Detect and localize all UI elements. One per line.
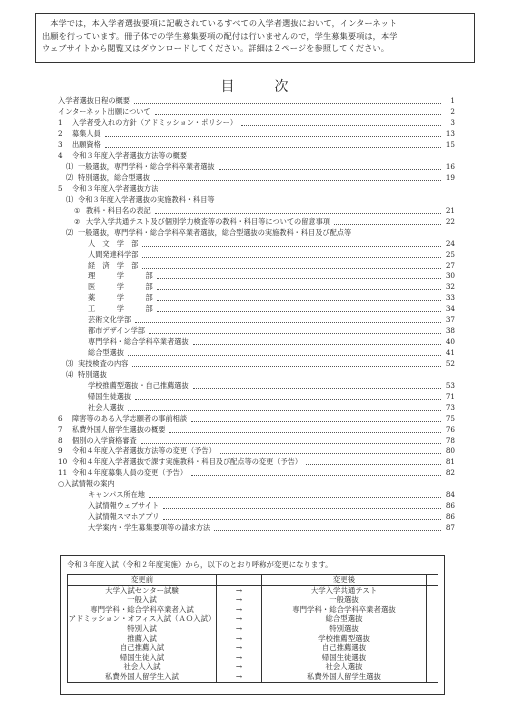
toc-entry-label: 専門学科・総合学科卒業者選抜 — [88, 337, 189, 347]
toc-entry-number: 7 — [58, 424, 63, 434]
toc-leader-dots — [355, 230, 441, 235]
toc-entry-label: 私費外国人留学生選抜の概要 — [72, 424, 166, 434]
toc-entry-page: 21 — [445, 205, 455, 215]
toc-leader-dots — [142, 241, 441, 247]
old-name: 帰国生徒入試 — [67, 653, 217, 663]
new-name: 帰国生徒選抜 — [261, 653, 427, 663]
toc-entry — [58, 391, 455, 402]
toc-entry — [58, 151, 455, 162]
toc-entry — [58, 282, 455, 293]
toc-entry-label: 理 学 部 — [88, 271, 153, 281]
toc-entry — [58, 369, 455, 380]
toc-entry-page: 30 — [445, 271, 455, 281]
toc-entry-page: 1 — [450, 96, 455, 106]
toc-entry-page: 40 — [445, 337, 455, 347]
name-change-row — [67, 662, 438, 672]
toc-entry-number: ① — [74, 205, 81, 215]
toc-entry — [58, 216, 455, 227]
toc-entry-label: 令和４年度募集人員の変更（予告） — [72, 468, 188, 478]
toc-leader-dots — [220, 448, 441, 454]
toc-leader-dots — [191, 416, 441, 422]
toc-entry — [58, 162, 455, 173]
toc-entry — [58, 479, 455, 490]
toc-leader-dots — [111, 372, 441, 377]
toc-entry-label: 実技検査の内容 — [78, 358, 129, 368]
toc-entry-page: 13 — [445, 129, 455, 139]
toc-leader-dots — [163, 514, 441, 520]
new-name: 自己推薦選抜 — [261, 643, 427, 653]
name-change-row — [67, 653, 438, 663]
toc-entry — [58, 402, 455, 413]
toc-entry-page: 33 — [445, 293, 455, 303]
internet-application-notice — [35, 13, 475, 63]
toc-leader-dots — [142, 252, 441, 258]
arrow-right-icon: → — [235, 652, 243, 662]
toc-leader-dots — [306, 459, 441, 465]
toc-entry-label: 大学入学共通テスト及び個別学力検査等の教科・科目等についての留意事項 — [86, 216, 330, 226]
toc-leader-dots — [154, 175, 441, 181]
toc-entry — [58, 249, 455, 260]
name-change-row — [67, 586, 438, 596]
toc-entry-page: 27 — [445, 260, 455, 270]
toc-entry-page: 3 — [450, 118, 455, 128]
toc-entry — [58, 337, 455, 348]
arrow-right-icon: → — [235, 623, 243, 633]
toc-entry-label: 人間発達科学部 — [88, 249, 139, 259]
toc-entry-number: 1 — [58, 118, 63, 128]
toc-entry — [58, 140, 455, 151]
toc-entry-page: 87 — [445, 523, 455, 533]
arrow-right-icon: → — [235, 585, 243, 595]
old-name: アドミッション・オフィス入試（ＡＯ入試） — [68, 614, 216, 624]
toc-entry-label: 人 文 学 部 — [88, 238, 139, 248]
new-name: 特別選抜 — [261, 624, 427, 634]
table-of-contents — [58, 96, 455, 534]
toc-leader-dots — [191, 154, 441, 159]
toc-entry — [58, 359, 455, 370]
toc-leader-dots — [128, 350, 441, 356]
toc-entry — [58, 457, 455, 468]
toc-entry — [58, 260, 455, 271]
toc-entry — [58, 413, 455, 424]
toc-entry — [58, 348, 455, 359]
toc-entry-page: 34 — [445, 304, 455, 314]
toc-entry-page: 86 — [445, 512, 455, 522]
name-change-row — [67, 634, 438, 644]
toc-entry-label: 帰国生徒選抜 — [88, 391, 132, 401]
toc-entry — [58, 129, 455, 140]
toc-leader-dots — [135, 317, 441, 323]
arrow-right-icon: → — [235, 643, 243, 653]
toc-entry — [58, 523, 455, 534]
toc-entry-label: 工 学 部 — [88, 304, 153, 314]
toc-entry-label: 令和４年度入学者選抜方法等の変更（予告） — [72, 446, 216, 456]
toc-entry — [58, 271, 455, 282]
toc-entry-label: 総合型選抜 — [88, 348, 124, 358]
toc-leader-dots — [157, 295, 441, 301]
toc-entry — [58, 238, 455, 249]
toc-entry-number: ⑵ — [66, 227, 74, 237]
toc-leader-dots — [157, 284, 441, 290]
name-change-row — [67, 624, 438, 634]
toc-leader-dots — [155, 208, 441, 214]
toc-entry-page: 53 — [445, 380, 455, 390]
toc-entry-number: ② — [74, 216, 81, 226]
toc-entry-page: 82 — [445, 468, 455, 478]
toc-entry-page: 81 — [445, 457, 455, 467]
toc-entry-number: 6 — [58, 413, 63, 423]
toc-leader-dots — [155, 109, 441, 115]
toc-leader-dots — [132, 361, 441, 367]
toc-leader-dots — [134, 98, 441, 104]
new-name: 一般選抜 — [261, 595, 427, 605]
name-change-box — [60, 555, 445, 695]
toc-entry-number: 3 — [58, 140, 63, 150]
toc-entry-page: 71 — [445, 391, 455, 401]
toc-entry-label: 出願資格 — [72, 140, 101, 150]
toc-entry-label: 個別の入学資格審査 — [72, 435, 137, 445]
toc-entry-number: ⑶ — [66, 358, 74, 368]
toc-title: 目次 — [220, 79, 329, 95]
arrow-right-icon: → — [235, 662, 243, 672]
new-name: 学校推薦型選抜 — [261, 634, 427, 644]
toc-entry-label: 一般選抜，専門学科・総合学科卒業者選抜，総合型選抜の実施教科・科目及び配点等 — [78, 227, 352, 237]
toc-entry-page: 22 — [445, 216, 455, 226]
toc-entry — [58, 118, 455, 129]
toc-entry — [58, 435, 455, 446]
toc-leader-dots — [119, 482, 441, 487]
toc-entry — [58, 205, 455, 216]
header-before: 変更前 — [67, 575, 217, 585]
name-change-body — [67, 586, 438, 683]
toc-entry — [58, 194, 455, 205]
toc-entry-label: 一般選抜，専門学科・総合学科卒業者選抜 — [78, 162, 215, 172]
toc-entry-label: 薬 学 部 — [88, 293, 153, 303]
old-name: 大学入試センター試験 — [67, 586, 217, 596]
toc-entry — [58, 446, 455, 457]
toc-entry — [58, 424, 455, 435]
arrow-right-icon: → — [235, 633, 243, 643]
toc-entry-page: 80 — [445, 446, 455, 456]
toc-entry-number: 8 — [58, 435, 63, 445]
toc-entry-page: 52 — [445, 358, 455, 368]
toc-entry-page: 19 — [445, 173, 455, 183]
toc-leader-dots — [157, 273, 441, 279]
toc-entry-label: 学校推薦型選抜・自己推薦選抜 — [88, 380, 189, 390]
toc-entry-label: 医 学 部 — [88, 282, 153, 292]
toc-entry-page: 37 — [445, 315, 455, 325]
toc-entry-label: 教科・科目名の表記 — [86, 205, 151, 215]
toc-entry-number: 9 — [58, 446, 63, 456]
toc-entry — [58, 304, 455, 315]
toc-leader-dots — [128, 405, 441, 411]
toc-leader-dots — [141, 438, 441, 444]
old-name: 推薦入試 — [67, 634, 217, 644]
old-name: 私費外国人留学生入試 — [67, 672, 217, 682]
new-name: 総合型選抜 — [261, 614, 427, 624]
notice-line-3: ウェブサイトから閲覧又はダウンロードしてください。詳細は２ページを参照してください。 — [42, 43, 390, 53]
toc-entry-label: インターネット出願について — [58, 107, 151, 117]
arrow-right-icon: → — [235, 604, 243, 614]
toc-entry — [58, 490, 455, 501]
toc-entry-number: ⑷ — [66, 369, 74, 379]
old-name: 一般入試 — [67, 595, 217, 605]
toc-entry — [58, 184, 455, 195]
toc-entry-number: 2 — [58, 129, 63, 139]
toc-entry-number: 10 — [58, 457, 68, 467]
toc-leader-dots — [169, 427, 441, 433]
toc-entry-page: 84 — [445, 490, 455, 500]
toc-entry-label: 入学者選抜日程の概要 — [58, 96, 130, 106]
toc-entry — [58, 173, 455, 184]
toc-entry-page: 86 — [445, 501, 455, 511]
toc-entry-label: 経 済 学 部 — [88, 260, 139, 270]
toc-entry-number: ⑴ — [66, 194, 74, 204]
name-change-row — [67, 605, 438, 615]
toc-entry-page: 76 — [445, 424, 455, 434]
toc-entry — [58, 512, 455, 523]
name-change-table — [67, 574, 438, 683]
toc-entry-label: ○入試情報の案内 — [58, 479, 115, 489]
toc-leader-dots — [193, 383, 441, 389]
toc-entry — [58, 468, 455, 479]
new-name: 大学入学共通テスト — [261, 586, 427, 596]
toc-entry-label: 入学者受入れの方針（アドミッション・ポリシー） — [72, 118, 238, 128]
toc-leader-dots — [142, 263, 441, 269]
toc-entry-page: 73 — [445, 402, 455, 412]
toc-entry — [58, 107, 455, 118]
old-name: 自己推薦入試 — [67, 643, 217, 653]
toc-entry-label: 障害等のある入学志願者の事前相談 — [72, 413, 188, 423]
toc-entry-page: 16 — [445, 162, 455, 172]
toc-entry — [58, 501, 455, 512]
toc-entry-label: 大学案内・学生募集要項等の請求方法 — [88, 523, 211, 533]
toc-entry-number: 5 — [58, 183, 63, 193]
old-name: 専門学科・総合学科卒業者入試 — [67, 605, 217, 615]
toc-entry-page: 75 — [445, 413, 455, 423]
notice-line-2: 出願を行っています。冊子体での学生募集要項の配付は行いませんので，学生募集要項は，本学 — [42, 30, 398, 41]
toc-entry-label: キャンパス所在地 — [88, 490, 145, 500]
toc-entry — [58, 96, 455, 107]
toc-entry-number: 4 — [58, 151, 63, 161]
toc-entry-label: 募集人員 — [72, 129, 101, 139]
toc-leader-dots — [149, 328, 441, 334]
new-name: 私費外国人留学生選抜 — [261, 672, 427, 682]
name-change-row — [67, 614, 438, 624]
name-change-row — [67, 672, 438, 682]
toc-entry-label: 令和３年度入学者選抜方法 — [72, 183, 159, 193]
toc-leader-dots — [105, 131, 441, 137]
toc-entry-label: 令和３年度入学者選抜の実施教科・科目等 — [78, 194, 215, 204]
toc-entry — [58, 293, 455, 304]
arrow-right-icon: → — [235, 671, 243, 681]
toc-leader-dots — [149, 492, 441, 498]
toc-leader-dots — [241, 120, 441, 126]
toc-entry-number: 11 — [58, 468, 68, 478]
toc-entry-page: 32 — [445, 282, 455, 292]
toc-leader-dots — [105, 142, 441, 148]
toc-entry-page: 15 — [445, 140, 455, 150]
header-after: 変更後 — [261, 575, 427, 585]
notice-line-1: 本学では，本入学者選抜要項に記載されているすべての入学者選抜において，インターネット — [50, 18, 398, 28]
toc-entry — [58, 315, 455, 326]
toc-entry-label: 令和４年度入学者選抜で課す実施教科・科目及び配点等の変更（予告） — [72, 457, 303, 467]
toc-entry-number: ⑴ — [66, 162, 74, 172]
toc-leader-dots — [219, 164, 441, 170]
toc-entry-page: 25 — [445, 249, 455, 259]
toc-entry-label: 令和３年度入学者選抜方法等の概要 — [72, 151, 188, 161]
toc-entry-page: 38 — [445, 326, 455, 336]
toc-leader-dots — [214, 525, 441, 531]
toc-entry-label: 特別選抜，総合型選抜 — [78, 173, 150, 183]
toc-leader-dots — [135, 394, 441, 400]
toc-leader-dots — [334, 219, 441, 225]
toc-entry — [58, 380, 455, 391]
toc-entry — [58, 326, 455, 337]
toc-entry — [58, 227, 455, 238]
new-name: 社会人選抜 — [261, 662, 427, 672]
arrow-right-icon: → — [235, 595, 243, 605]
toc-entry-label: 特別選抜 — [78, 369, 107, 379]
toc-entry-label: 社会人選抜 — [88, 402, 124, 412]
name-change-row — [67, 595, 438, 605]
old-name: 社会人入試 — [67, 662, 217, 672]
toc-leader-dots — [219, 197, 441, 202]
new-name: 専門学科・総合学科卒業者選抜 — [261, 605, 427, 615]
name-change-intro: 令和３年度入試（令和２年度実施）から，以下のとおり呼称が変更になります。 — [67, 560, 333, 569]
toc-entry-page: 2 — [450, 107, 455, 117]
toc-entry-page: 41 — [445, 348, 455, 358]
toc-entry-label: 入試情報スマホアプリ — [88, 512, 160, 522]
toc-entry-page: 78 — [445, 435, 455, 445]
name-change-header — [67, 574, 438, 586]
name-change-row — [67, 643, 438, 653]
toc-leader-dots — [193, 339, 441, 345]
toc-leader-dots — [162, 186, 441, 191]
arrow-right-icon: → — [235, 614, 243, 624]
toc-entry-label: 都市デザイン学部 — [88, 326, 145, 336]
toc-entry-number: ⑵ — [66, 173, 74, 183]
toc-entry-page: 24 — [445, 238, 455, 248]
toc-leader-dots — [191, 470, 441, 476]
toc-leader-dots — [163, 503, 441, 509]
old-name: 特別入試 — [67, 624, 217, 634]
toc-leader-dots — [157, 306, 441, 312]
toc-entry-label: 芸術文化学部 — [88, 315, 132, 325]
toc-entry-label: 入試情報ウェブサイト — [88, 501, 160, 511]
